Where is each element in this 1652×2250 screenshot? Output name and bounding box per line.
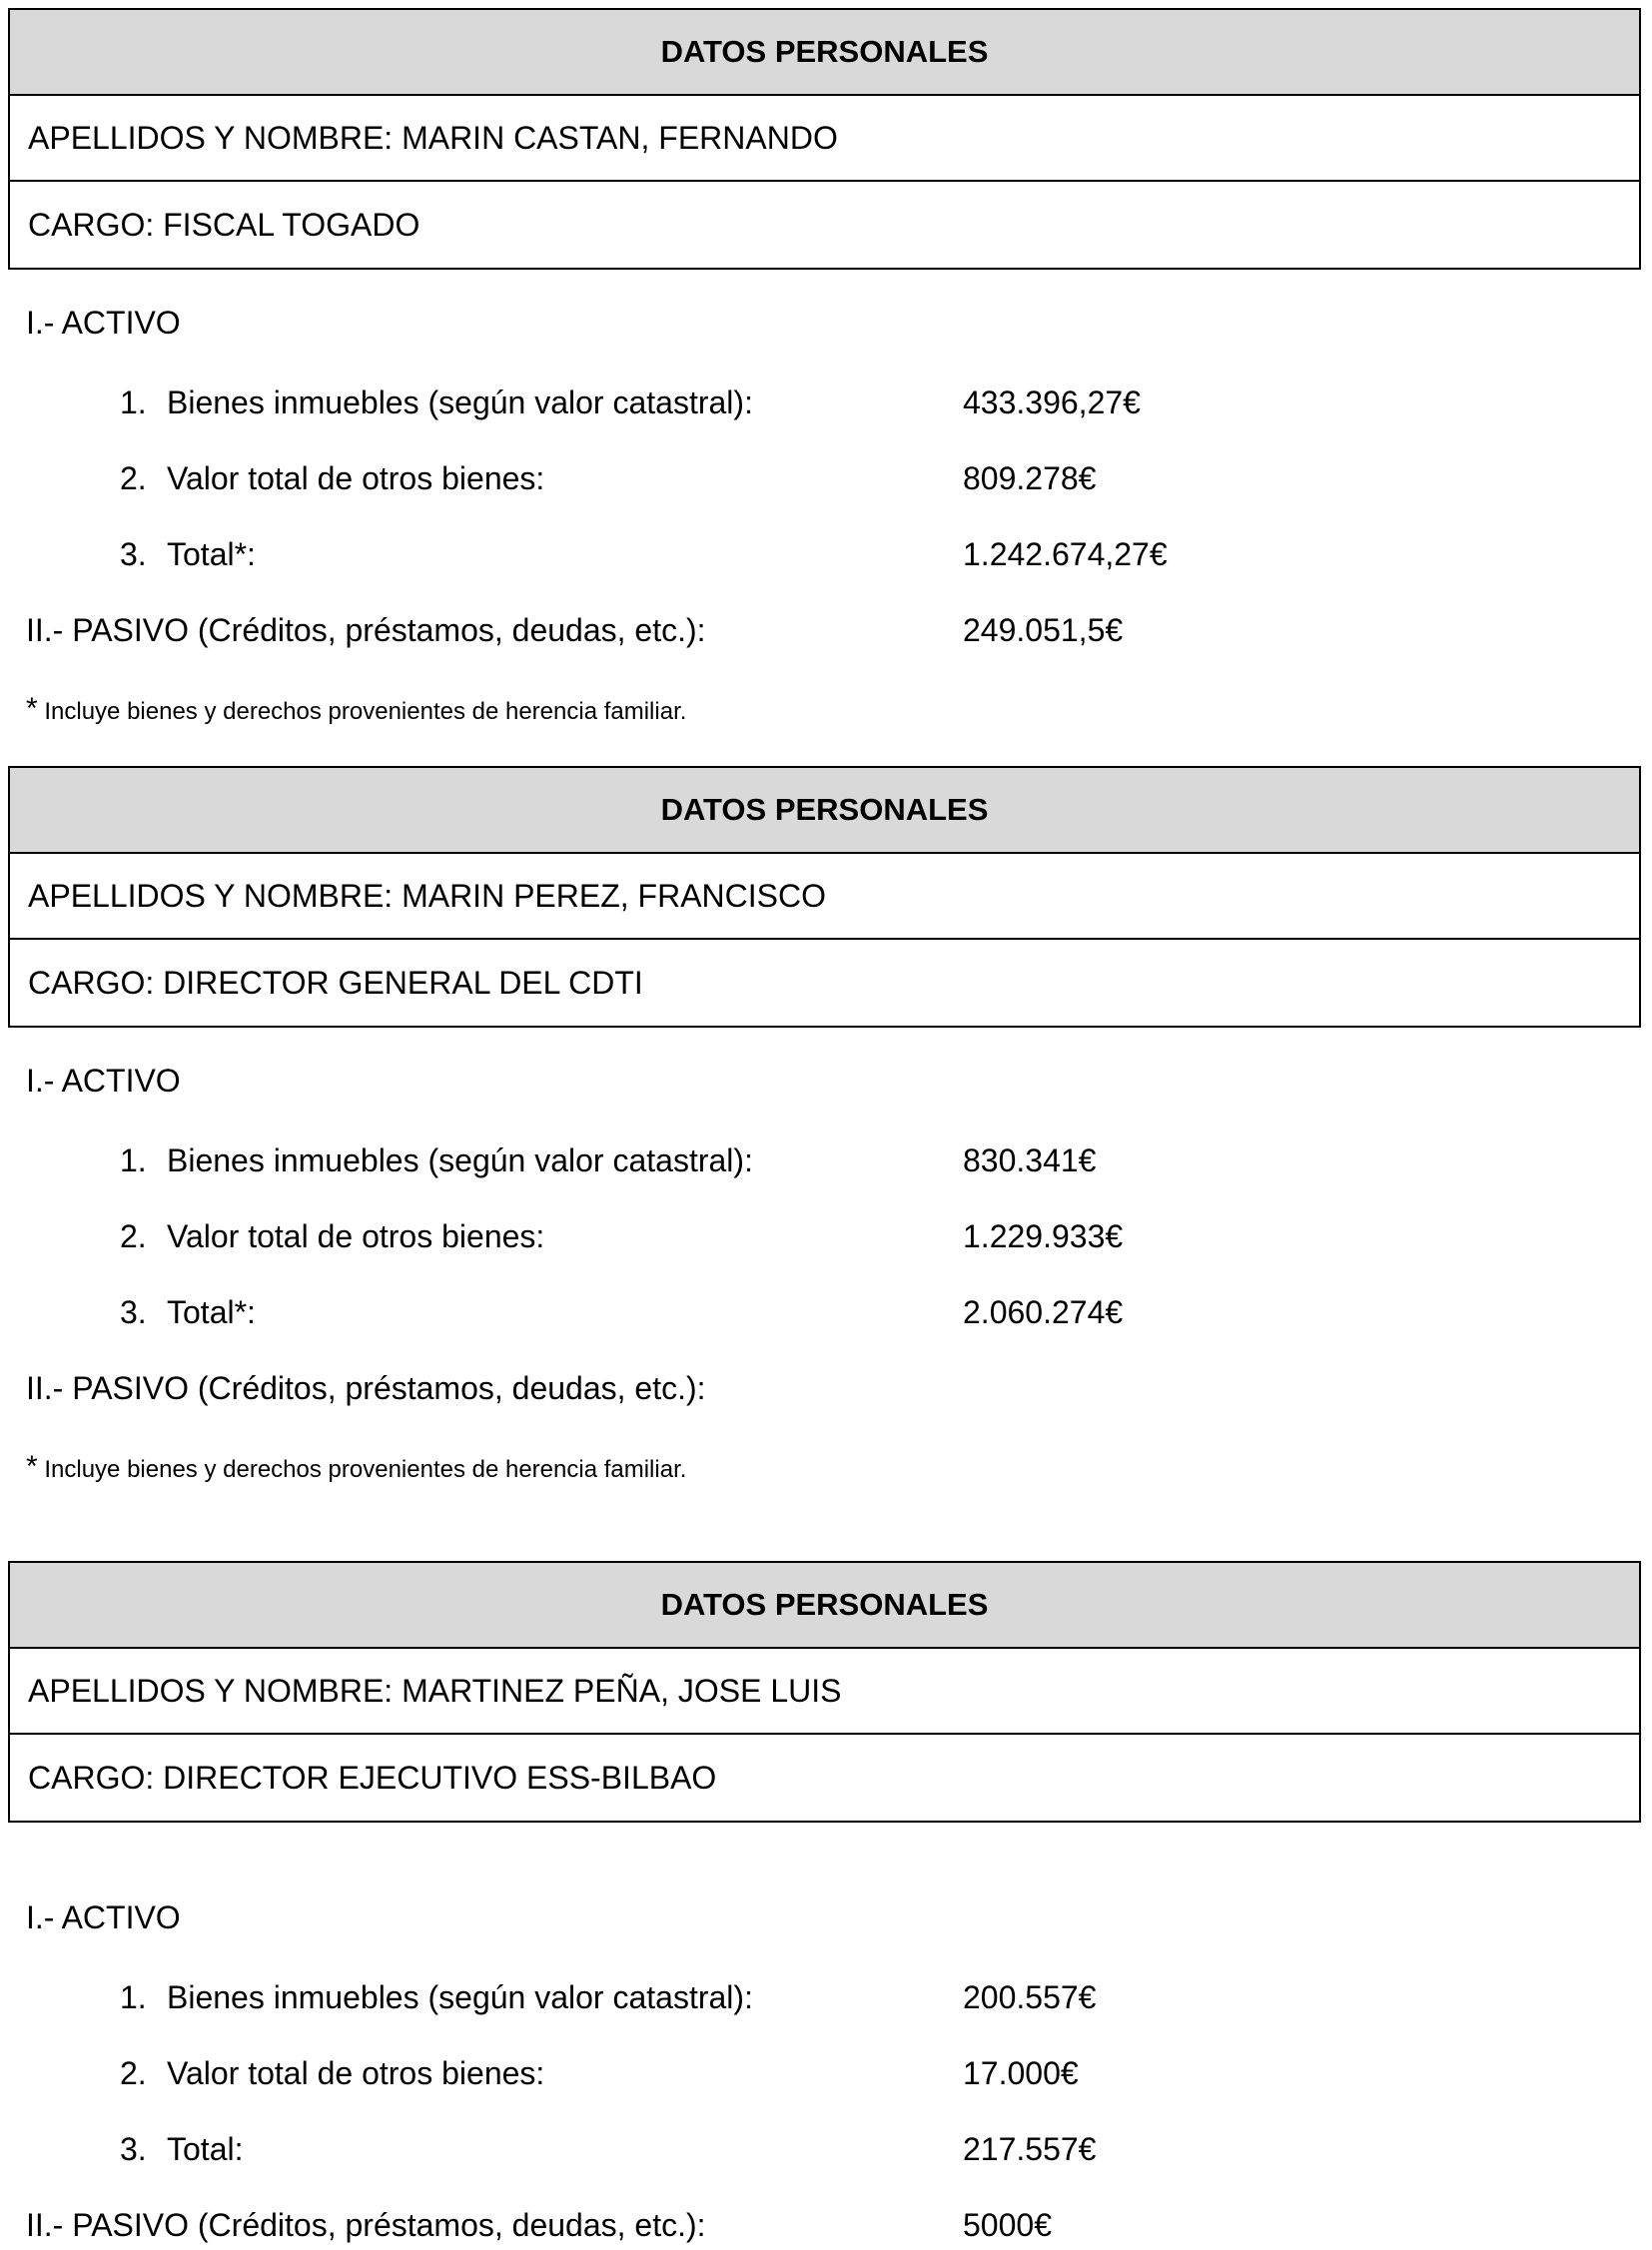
footnote-asterisk: * bbox=[26, 692, 38, 725]
item-label: Valor total de otros bienes: bbox=[167, 2055, 545, 2091]
item-value: 1.242.674,27€ bbox=[963, 536, 1168, 572]
item-number: 3. bbox=[120, 2131, 147, 2167]
item-label: Valor total de otros bienes: bbox=[167, 460, 545, 496]
pasivo-label: II.- PASIVO (Créditos, préstamos, deudas, etc.): bbox=[26, 612, 706, 648]
item-label: Bienes inmuebles (según valor catastral): bbox=[167, 1979, 753, 2015]
footnote-text: Incluye bienes y derechos provenientes de herencia familiar. bbox=[44, 698, 687, 725]
name-line: APELLIDOS Y NOMBRE: MARIN CASTAN, FERNANDO bbox=[10, 96, 1639, 182]
item-number: 2. bbox=[120, 2055, 147, 2091]
item-value: 217.557€ bbox=[963, 2131, 1097, 2167]
item-value: 200.557€ bbox=[963, 1979, 1097, 2015]
footnote-text: Incluye bienes y derechos provenientes de herencia familiar. bbox=[44, 1456, 687, 1483]
name-line: APELLIDOS Y NOMBRE: MARIN PEREZ, FRANCISCO bbox=[10, 854, 1639, 940]
item-value: 1.229.933€ bbox=[963, 1218, 1124, 1254]
cargo-line: CARGO: FISCAL TOGADO bbox=[28, 206, 420, 243]
item-number: 1. bbox=[120, 1142, 147, 1178]
item-label: Valor total de otros bienes: bbox=[167, 1218, 545, 1254]
activo-label: I.- ACTIVO bbox=[26, 1899, 181, 1935]
section-header: DATOS PERSONALES bbox=[10, 768, 1639, 854]
item-number: 1. bbox=[120, 1979, 147, 2015]
item-number: 1. bbox=[120, 384, 147, 420]
name-line: APELLIDOS Y NOMBRE: MARTINEZ PEÑA, JOSE LUIS bbox=[10, 1649, 1639, 1735]
item-value: 433.396,27€ bbox=[963, 384, 1141, 420]
item-value: 830.341€ bbox=[963, 1142, 1097, 1178]
item-number: 3. bbox=[120, 1294, 147, 1330]
activo-label: I.- ACTIVO bbox=[26, 1063, 181, 1099]
item-label: Total*: bbox=[167, 536, 256, 572]
pasivo-value: 249.051,5€ bbox=[963, 612, 1124, 648]
pasivo-label: II.- PASIVO (Créditos, préstamos, deudas, etc.): bbox=[26, 2207, 706, 2243]
item-value: 809.278€ bbox=[963, 460, 1097, 496]
activo-label: I.- ACTIVO bbox=[26, 305, 181, 341]
item-label: Total*: bbox=[167, 1294, 256, 1330]
section-header: DATOS PERSONALES bbox=[10, 1563, 1639, 1649]
section-header: DATOS PERSONALES bbox=[10, 10, 1639, 96]
item-number: 2. bbox=[120, 460, 147, 496]
footnote-asterisk: * bbox=[26, 1450, 38, 1483]
cargo-line: CARGO: DIRECTOR EJECUTIVO ESS-BILBAO bbox=[28, 1759, 717, 1796]
personal-data-box bbox=[8, 1561, 1641, 1823]
item-value: 17.000€ bbox=[963, 2055, 1079, 2091]
footnote bbox=[26, 692, 686, 726]
pasivo-label: II.- PASIVO (Créditos, préstamos, deudas, etc.): bbox=[26, 1370, 706, 1406]
item-number: 3. bbox=[120, 536, 147, 572]
item-label: Bienes inmuebles (según valor catastral): bbox=[167, 384, 753, 420]
personal-data-box bbox=[8, 766, 1641, 1028]
item-number: 2. bbox=[120, 1218, 147, 1254]
personal-data-box bbox=[8, 8, 1641, 270]
cargo-line: CARGO: DIRECTOR GENERAL DEL CDTI bbox=[28, 964, 643, 1001]
footnote bbox=[26, 1450, 686, 1484]
item-value: 2.060.274€ bbox=[963, 1294, 1124, 1330]
pasivo-value: 5000€ bbox=[963, 2207, 1052, 2243]
item-label: Bienes inmuebles (según valor catastral): bbox=[167, 1142, 753, 1178]
item-label: Total: bbox=[167, 2131, 244, 2167]
